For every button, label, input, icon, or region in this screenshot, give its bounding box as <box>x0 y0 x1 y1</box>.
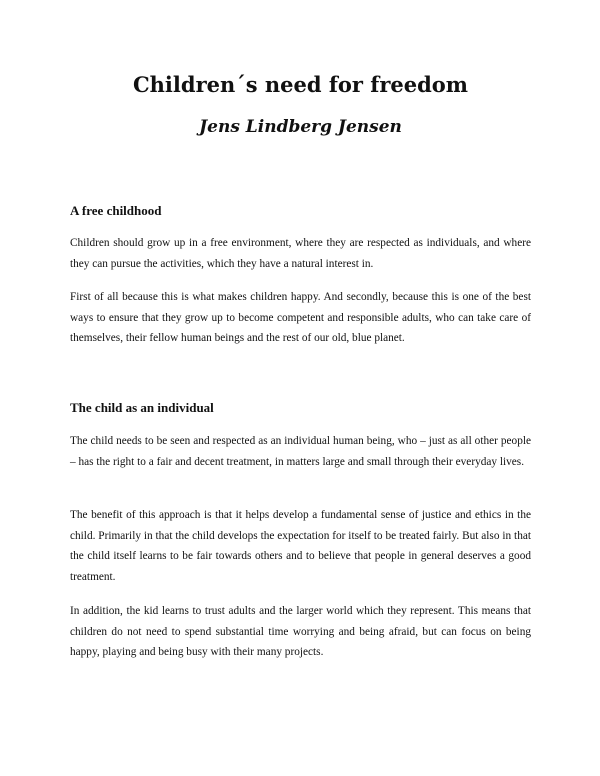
document-author: Jens Lindberg Jensen <box>199 117 402 137</box>
paragraph: The benefit of this approach is that it helps develop a fundamental sense of justice and ethics in the child. Primarily in that the child develops the expectation for itself to be treated fairly. But also in that the child itself learns to be fair towards others and to believe that people in general deserves a good treatment. <box>70 509 531 583</box>
document-title: Children´s need for freedom <box>132 72 469 97</box>
section-heading-free-childhood: A free childhood <box>70 203 162 218</box>
paragraph: The child needs to be seen and respected as an individual human being, who – just as all other people – has the right to a fair and decent treatment, in matters large and small through their everyday lives. <box>70 435 531 468</box>
paragraph: In addition, the kid learns to trust adults and the larger world which they represent. This means that children do not need to spend substantial time worrying and being afraid, but can focus on being happy, playing and being busy with their many projects. <box>70 605 531 658</box>
section-heading-child-individual: The child as an individual <box>70 400 214 415</box>
paragraph: First of all because this is what makes children happy. And secondly, because this is one of the best ways to ensure that they grow up to become competent and responsible adults, who can take care of themselves, their fellow human beings and the rest of our old, blue planet. <box>70 291 531 344</box>
paragraph: Children should grow up in a free environment, where they are respected as individuals, and where they can pursue the activities, which they have a natural interest in. <box>70 237 531 270</box>
